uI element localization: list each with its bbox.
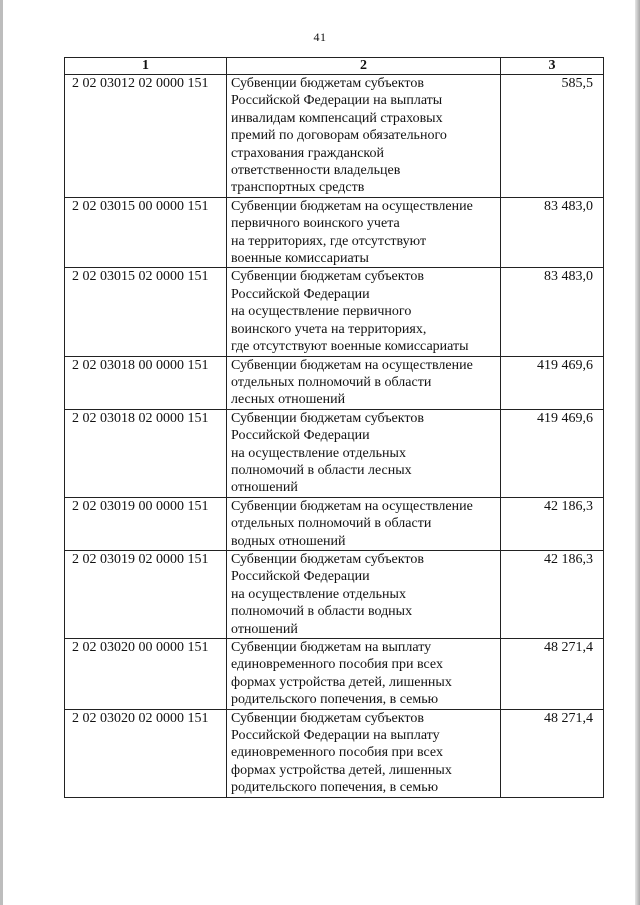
description-line: на осуществление отдельных — [231, 445, 406, 461]
description-line: полномочий в области водных — [231, 604, 413, 620]
amount-cell: 83 483,0 — [501, 268, 604, 356]
description-line: водных отношений — [231, 533, 346, 549]
description-line: единовременного пособия при всех — [231, 745, 443, 761]
description-line: отдельных полномочий в области — [231, 374, 432, 390]
amount-cell: 42 186,3 — [501, 497, 604, 550]
description-cell — [227, 409, 501, 497]
amount-cell: 585,5 — [501, 75, 604, 198]
amount-cell: 48 271,4 — [501, 639, 604, 710]
description-line: Субвенции бюджетам субъектов — [231, 76, 424, 91]
amount-cell: 83 483,0 — [501, 197, 604, 268]
budget-code-cell: 2 02 03019 00 0000 151 — [65, 497, 227, 550]
page-number: 41 — [313, 30, 327, 44]
description-line: страхования гражданской — [231, 145, 385, 161]
scan-edge-left — [0, 0, 3, 905]
description-line: Субвенции бюджетам на осуществление — [231, 498, 473, 514]
description-line: Российской Федерации на выплату — [231, 728, 440, 744]
description-line: отношений — [231, 621, 298, 637]
budget-code-cell: 2 02 03020 02 0000 151 — [65, 709, 227, 797]
description-line: Субвенции бюджетам на осуществление — [231, 357, 473, 373]
description-line: родительского попечения, в семью — [231, 780, 439, 796]
budget-table — [64, 57, 604, 798]
table-row — [65, 409, 604, 497]
description-line: отношений — [231, 480, 298, 496]
description-line: Субвенции бюджетам субъектов — [231, 410, 424, 426]
amount-cell: 419 469,6 — [501, 356, 604, 409]
description-line: лесных отношений — [231, 392, 346, 408]
description-cell — [227, 639, 501, 710]
amount-cell: 419 469,6 — [501, 409, 604, 497]
table-row — [65, 709, 604, 797]
description-cell — [227, 75, 501, 198]
description-line: Российской Федерации на выплаты — [231, 93, 443, 109]
description-line: Субвенции бюджетам субъектов — [231, 551, 424, 567]
table-body — [65, 75, 604, 798]
description-line: формах устройства детей, лишенных — [231, 762, 452, 778]
budget-code-cell: 2 02 03015 00 0000 151 — [65, 197, 227, 268]
table-row — [65, 497, 604, 550]
description-line: воинского учета на территориях, — [231, 321, 427, 337]
description-line: первичного воинского учета — [231, 216, 400, 232]
budget-code-cell: 2 02 03019 02 0000 151 — [65, 550, 227, 638]
description-line: Субвенции бюджетам на осуществление — [231, 198, 473, 214]
description-line: Российской Федерации — [231, 428, 370, 444]
description-line: Российской Федерации — [231, 286, 370, 302]
description-line: на осуществление первичного — [231, 304, 412, 320]
budget-code-cell: 2 02 03012 02 0000 151 — [65, 75, 227, 198]
budget-code-cell: 2 02 03018 02 0000 151 — [65, 409, 227, 497]
column-header-1: 1 — [65, 58, 227, 75]
description-line: формах устройства детей, лишенных — [231, 674, 452, 690]
description-line: на территориях, где отсутствуют — [231, 233, 427, 249]
description-cell — [227, 268, 501, 356]
description-cell — [227, 356, 501, 409]
budget-code-cell: 2 02 03015 02 0000 151 — [65, 268, 227, 356]
description-line: Субвенции бюджетам на выплату — [231, 640, 432, 655]
header-row — [65, 58, 604, 75]
description-line: полномочий в области лесных — [231, 462, 412, 478]
column-header-3: 3 — [501, 58, 604, 75]
table-row — [65, 356, 604, 409]
table-row — [65, 268, 604, 356]
budget-code-cell: 2 02 03018 00 0000 151 — [65, 356, 227, 409]
description-line: родительского попечения, в семью — [231, 692, 439, 708]
description-cell — [227, 497, 501, 550]
description-line: Субвенции бюджетам субъектов — [231, 710, 424, 726]
table-row — [65, 639, 604, 710]
description-line: транспортных средств — [231, 180, 365, 196]
description-line: инвалидам компенсаций страховых — [231, 110, 443, 126]
description-cell — [227, 709, 501, 797]
description-line: где отсутствуют военные комиссариаты — [231, 339, 469, 355]
table-row — [65, 197, 604, 268]
description-line: Российской Федерации — [231, 569, 370, 585]
description-line: на осуществление отдельных — [231, 586, 406, 602]
scan-edge-right — [635, 0, 640, 905]
table-row — [65, 75, 604, 198]
amount-cell: 48 271,4 — [501, 709, 604, 797]
description-line: военные комиссариаты — [231, 251, 369, 267]
description-line: ответственности владельцев — [231, 163, 401, 179]
description-line: отдельных полномочий в области — [231, 516, 432, 532]
description-cell — [227, 550, 501, 638]
table-row — [65, 550, 604, 638]
column-header-2: 2 — [227, 58, 501, 75]
amount-cell: 42 186,3 — [501, 550, 604, 638]
description-cell — [227, 197, 501, 268]
description-line: Субвенции бюджетам субъектов — [231, 269, 424, 285]
budget-code-cell: 2 02 03020 00 0000 151 — [65, 639, 227, 710]
description-line: премий по договорам обязательного — [231, 128, 447, 144]
description-line: единовременного пособия при всех — [231, 657, 443, 673]
